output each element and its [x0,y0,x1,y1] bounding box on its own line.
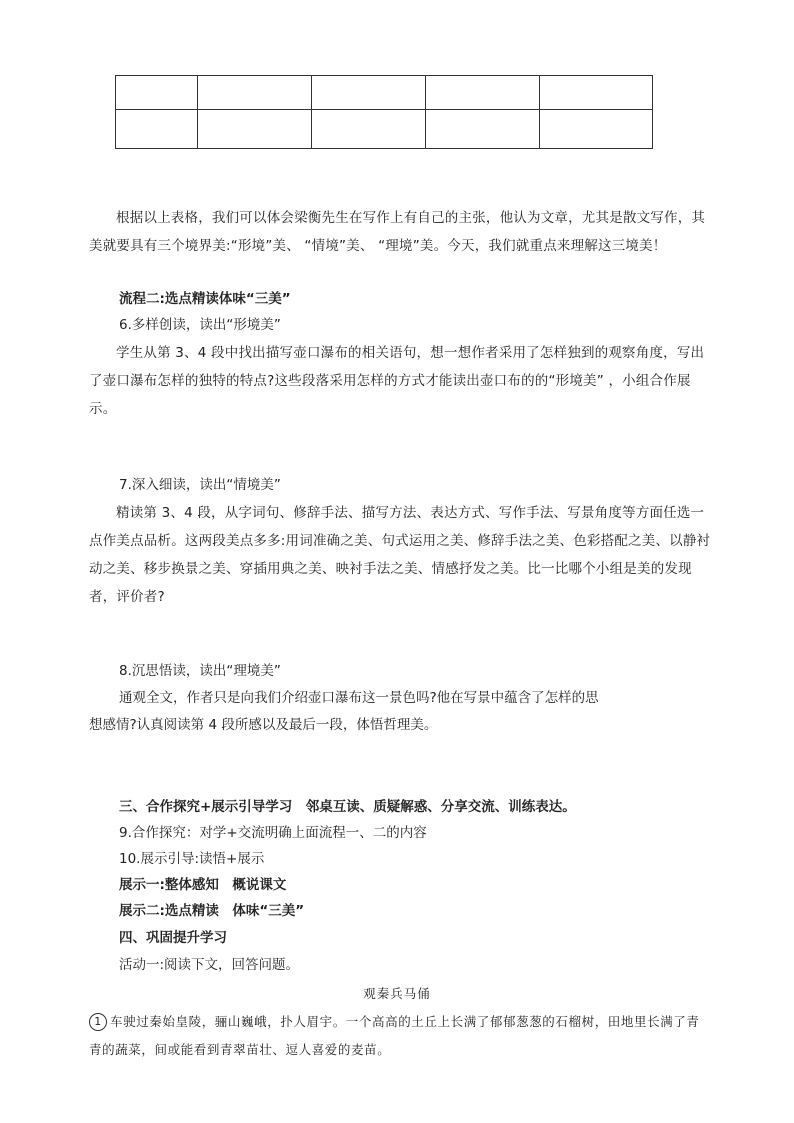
table-cell [426,76,540,110]
table-cell [116,110,198,149]
table-cell [312,110,426,149]
item7-text: 精读第 3、4 段，从字词句、修辞手法、描写方法、表达方式、写作手法、写景角度等方面任选一点作美点品析。这两段美点多多:用词准确之美、句式运用之美、修辞手法之美、色彩搭配之美、以静衬动之美、移步换景之美、穿插用典之美、映衬手法之美、情感抒发之美。比一比哪个小组是美的发现者，评价者? [89,505,711,605]
table-cell [540,110,653,149]
activity1: 活动一:阅读下文，回答问题。 [119,957,300,973]
item10: 10.展示引导:读悟+展示 [119,851,265,867]
table-row [116,110,653,149]
item8-line1: 通观全文，作者只是向我们介绍壶口瀑布这一景色吗?他在写景中蕴含了怎样的思 [119,690,599,706]
item8-line2: 想感情?认真阅读第 4 段所感以及最后一段，体悟哲理美。 [89,717,438,733]
item8-title: 8.沉思悟读，读出“理境美” [119,663,281,679]
intro-paragraph: 根据以上表格，我们可以体会梁衡先生在写作上有自己的主张，他认为文章，尤其是散文写作，其美就要具有三个境界美:“形境”美、 “情境”美、 “理境”美。今天，我们就重点来理解这三境美！ [89,210,706,254]
table-cell [116,76,198,110]
table-cell [198,76,312,110]
article-paragraph [89,1008,711,1064]
table-cell [426,110,540,149]
item9: 9.合作探究：对学+交流明确上面流程一、二的内容 [119,825,427,841]
empty-table [115,75,653,149]
item6-title: 6.多样创读，读出“形境美” [119,317,281,333]
flow2-heading: 流程二:选点精读体味“三美” [119,291,291,307]
article-title: 观秦兵马俑 [363,986,431,1001]
table-cell [540,76,653,110]
item7-title: 7.深入细读，读出“情境美” [119,477,281,493]
section4-heading: 四、巩固提升学习 [119,930,227,946]
show2: 展示二:选点精读 体味“三美” [119,903,305,919]
section3-heading: 三、合作探究+展示引导学习 邻桌互读、质疑解惑、分享交流、训练表达。 [119,799,576,815]
table-cell [198,110,312,149]
article-text: 车驶过秦始皇陵，骊山巍峨，扑人眉宇。一个高高的土丘上长满了郁郁葱葱的石榴树，田地里长满了青青的蔬菜，间或能看到青翠苗壮、逗人喜爱的麦苗。 [89,1014,700,1057]
table-cell [312,76,426,110]
table-row [116,76,653,110]
paragraph-number-marker: 1 [89,1013,107,1031]
show1: 展示一:整体感知 概说课文 [119,877,287,893]
item6-text: 学生从第 3、4 段中找出描写壶口瀑布的相关语句，想一想作者采用了怎样独到的观察角度，写出了壶口瀑布怎样的独特的特点?这些段落采用怎样的方式才能读出壶口布的的“形境美” ，小组合作展示。 [89,345,705,417]
